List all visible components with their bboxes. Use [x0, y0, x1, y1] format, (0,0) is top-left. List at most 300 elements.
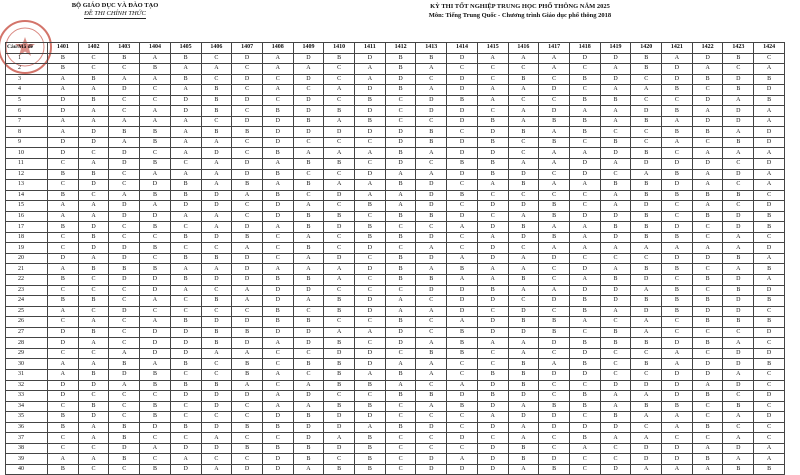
answer-cell: D: [569, 285, 600, 296]
answer-cell: A: [631, 464, 662, 475]
answer-cell: A: [201, 169, 232, 180]
answer-cell: C: [262, 380, 293, 391]
answer-cell: D: [232, 253, 263, 264]
answer-cell: B: [355, 464, 386, 475]
answer-cell: C: [754, 306, 785, 317]
answer-cell: B: [78, 296, 109, 307]
answer-cell: D: [723, 169, 754, 180]
answer-cell: C: [170, 243, 201, 254]
answer-cell: B: [569, 433, 600, 444]
answer-cell: B: [385, 275, 416, 286]
answer-cell: D: [600, 296, 631, 307]
answer-cell: A: [385, 190, 416, 201]
table-row: [6, 359, 785, 370]
answer-cell: D: [447, 53, 478, 64]
answer-cell: B: [262, 169, 293, 180]
answer-cell: A: [109, 116, 140, 127]
answer-cell: A: [262, 53, 293, 64]
answer-cell: A: [232, 348, 263, 359]
answer-cell: A: [262, 264, 293, 275]
answer-cell: B: [293, 243, 324, 254]
answer-cell: B: [170, 317, 201, 328]
answer-cell: D: [109, 243, 140, 254]
table-row: [6, 401, 785, 412]
answer-cell: A: [508, 285, 539, 296]
answer-cell: A: [508, 106, 539, 117]
answer-cell: B: [631, 359, 662, 370]
answer-cell: D: [416, 232, 447, 243]
answer-cell: C: [232, 211, 263, 222]
answer-cell: D: [539, 412, 570, 423]
answer-cell: D: [662, 391, 693, 402]
question-number: 31: [6, 369, 48, 380]
answer-cell: B: [232, 443, 263, 454]
answer-cell: D: [385, 137, 416, 148]
answer-cell: A: [692, 148, 723, 159]
table-row: [6, 275, 785, 286]
answer-cell: D: [508, 201, 539, 212]
answer-cell: D: [324, 443, 355, 454]
answer-cell: A: [723, 127, 754, 138]
answer-cell: C: [385, 285, 416, 296]
answer-cell: D: [447, 285, 478, 296]
answer-cell: C: [447, 359, 478, 370]
answer-cell: A: [662, 243, 693, 254]
answer-cell: A: [78, 211, 109, 222]
answer-cell: C: [109, 106, 140, 117]
answer-cell: B: [140, 159, 171, 170]
table-row: [6, 243, 785, 254]
answer-cell: A: [692, 64, 723, 75]
answer-cell: A: [293, 64, 324, 75]
answer-cell: D: [201, 275, 232, 286]
answer-cell: B: [662, 296, 693, 307]
answer-cell: C: [140, 85, 171, 96]
answer-cell: D: [600, 422, 631, 433]
answer-cell: A: [48, 359, 79, 370]
answer-cell: D: [416, 253, 447, 264]
answer-cell: C: [385, 412, 416, 423]
answer-cell: A: [170, 454, 201, 465]
answer-cell: A: [723, 264, 754, 275]
answer-cell: A: [600, 190, 631, 201]
answer-cell: A: [723, 95, 754, 106]
answer-cell: B: [109, 433, 140, 444]
answer-cell: A: [48, 369, 79, 380]
table-row: [6, 222, 785, 233]
answer-cell: B: [48, 53, 79, 64]
answer-cell: A: [631, 317, 662, 328]
answer-cell: A: [262, 369, 293, 380]
answer-cell: A: [48, 306, 79, 317]
answer-cell: B: [324, 464, 355, 475]
answer-cell: C: [201, 369, 232, 380]
answer-cell: C: [232, 106, 263, 117]
answer-cell: C: [600, 253, 631, 264]
answer-cell: C: [447, 422, 478, 433]
answer-cell: D: [48, 327, 79, 338]
answer-cell: A: [569, 106, 600, 117]
answer-cell: D: [416, 464, 447, 475]
answer-cell: B: [78, 169, 109, 180]
answer-cell: B: [324, 211, 355, 222]
table-row: [6, 116, 785, 127]
answer-cell: B: [600, 412, 631, 423]
answer-cell: A: [447, 275, 478, 286]
answer-cell: A: [140, 169, 171, 180]
answer-cell: A: [262, 401, 293, 412]
answer-cell: C: [508, 95, 539, 106]
answer-cell: C: [78, 391, 109, 402]
answer-cell: C: [170, 412, 201, 423]
answer-cell: A: [477, 53, 508, 64]
answer-cell: A: [569, 148, 600, 159]
answer-cell: D: [324, 348, 355, 359]
answer-cell: C: [385, 464, 416, 475]
answer-cell: D: [662, 253, 693, 264]
answer-cell: A: [416, 85, 447, 96]
answer-cell: C: [662, 433, 693, 444]
answer-cell: B: [324, 401, 355, 412]
answer-cell: C: [692, 85, 723, 96]
answer-cell: C: [355, 159, 386, 170]
answer-cell: A: [508, 348, 539, 359]
answer-cell: D: [262, 285, 293, 296]
answer-cell: B: [477, 285, 508, 296]
answer-cell: C: [109, 296, 140, 307]
answer-cell: B: [447, 95, 478, 106]
answer-cell: C: [140, 232, 171, 243]
answer-cell: B: [140, 401, 171, 412]
answer-cell: A: [78, 338, 109, 349]
answer-cell: C: [385, 348, 416, 359]
exam-title: KỲ THI TỐT NGHIỆP TRUNG HỌC PHỔ THÔNG NĂM 2025: [430, 3, 610, 10]
answer-cell: A: [170, 116, 201, 127]
answer-cell: C: [662, 327, 693, 338]
answer-cell: B: [232, 359, 263, 370]
answer-cell: B: [662, 401, 693, 412]
answer-cell: B: [600, 338, 631, 349]
answer-cell: B: [262, 190, 293, 201]
answer-cell: D: [477, 243, 508, 254]
question-number: 35: [6, 412, 48, 423]
answer-cell: A: [569, 275, 600, 286]
answer-cell: D: [447, 116, 478, 127]
answer-cell: B: [416, 137, 447, 148]
answer-cell: D: [201, 148, 232, 159]
answer-cell: D: [569, 369, 600, 380]
answer-cell: A: [723, 338, 754, 349]
answer-cell: A: [170, 148, 201, 159]
answer-cell: D: [355, 169, 386, 180]
answer-cell: C: [232, 64, 263, 75]
answer-cell: B: [201, 95, 232, 106]
answer-cell: C: [692, 232, 723, 243]
answer-cell: B: [539, 232, 570, 243]
answer-cell: C: [140, 433, 171, 444]
answer-cell: A: [723, 412, 754, 423]
answer-cell: C: [416, 116, 447, 127]
answer-cell: A: [662, 116, 693, 127]
answer-cell: C: [48, 401, 79, 412]
table-row: [6, 169, 785, 180]
answer-cell: C: [140, 391, 171, 402]
answer-cell: B: [539, 201, 570, 212]
answer-cell: D: [539, 338, 570, 349]
answer-cell: C: [48, 285, 79, 296]
answer-cell: A: [662, 464, 693, 475]
answer-cell: B: [692, 296, 723, 307]
answer-cell: B: [170, 232, 201, 243]
answer-cell: B: [262, 422, 293, 433]
answer-cell: C: [109, 401, 140, 412]
answer-cell: A: [293, 401, 324, 412]
answer-cell: C: [262, 253, 293, 264]
table-row: [6, 296, 785, 307]
answer-cell: C: [232, 306, 263, 317]
question-number: 16: [6, 211, 48, 222]
answer-cell: A: [600, 106, 631, 117]
answer-cell: B: [48, 412, 79, 423]
answer-cell: A: [508, 433, 539, 444]
answer-cell: C: [355, 137, 386, 148]
answer-cell: A: [140, 74, 171, 85]
question-number: 40: [6, 464, 48, 475]
answer-cell: D: [385, 159, 416, 170]
answer-cell: D: [477, 380, 508, 391]
answer-cell: C: [78, 306, 109, 317]
exam-code-header: 1413: [416, 43, 447, 54]
answer-cell: C: [78, 443, 109, 454]
answer-cell: B: [262, 275, 293, 286]
answer-cell: B: [170, 380, 201, 391]
answer-cell: D: [201, 190, 232, 201]
answer-cell: D: [692, 116, 723, 127]
answer-cell: C: [170, 401, 201, 412]
exam-code-header: 1404: [140, 43, 171, 54]
answer-cell: C: [631, 422, 662, 433]
answer-cell: A: [600, 159, 631, 170]
answer-cell: A: [508, 253, 539, 264]
answer-cell: C: [754, 369, 785, 380]
answer-cell: C: [232, 201, 263, 212]
answer-cell: B: [232, 232, 263, 243]
answer-cell: A: [569, 232, 600, 243]
answer-cell: D: [539, 253, 570, 264]
answer-cell: D: [539, 369, 570, 380]
answer-cell: D: [508, 327, 539, 338]
answer-cell: B: [293, 412, 324, 423]
answer-cell: D: [477, 222, 508, 233]
answer-cell: B: [48, 464, 79, 475]
exam-code-header: 1411: [355, 43, 386, 54]
answer-cell: B: [385, 422, 416, 433]
answer-cell: D: [293, 433, 324, 444]
answer-cell: C: [569, 64, 600, 75]
answer-cell: A: [600, 64, 631, 75]
answer-cell: C: [109, 285, 140, 296]
answer-cell: D: [355, 85, 386, 96]
answer-cell: B: [662, 169, 693, 180]
answer-cell: D: [355, 296, 386, 307]
answer-cell: A: [170, 137, 201, 148]
answer-cell: D: [262, 127, 293, 138]
answer-cell: A: [324, 116, 355, 127]
answer-cell: C: [109, 464, 140, 475]
answer-cell: A: [324, 180, 355, 191]
answer-cell: C: [355, 317, 386, 328]
answer-cell: B: [600, 95, 631, 106]
answer-cell: D: [109, 85, 140, 96]
answer-cell: D: [140, 285, 171, 296]
question-number: 8: [6, 127, 48, 138]
answer-cell: C: [754, 422, 785, 433]
answer-cell: B: [385, 317, 416, 328]
answer-cell: A: [416, 338, 447, 349]
answer-cell: B: [477, 391, 508, 402]
answer-cell: D: [385, 327, 416, 338]
exam-code-header: 1416: [508, 43, 539, 54]
answer-cell: B: [262, 306, 293, 317]
answer-cell: A: [508, 338, 539, 349]
answer-cell: D: [477, 148, 508, 159]
answer-cell: B: [508, 317, 539, 328]
answer-cell: A: [600, 306, 631, 317]
answer-cell: A: [539, 243, 570, 254]
answer-cell: B: [262, 317, 293, 328]
table-row: [6, 180, 785, 191]
answer-cell: C: [232, 401, 263, 412]
answer-cell: B: [201, 106, 232, 117]
answer-cell: D: [539, 422, 570, 433]
answer-cell: C: [539, 433, 570, 444]
answer-cell: A: [78, 433, 109, 444]
question-number: 21: [6, 264, 48, 275]
question-number: 11: [6, 159, 48, 170]
answer-cell: A: [508, 116, 539, 127]
answer-cell: B: [539, 464, 570, 475]
answer-cell: A: [631, 243, 662, 254]
answer-cell: D: [447, 137, 478, 148]
answer-cell: B: [539, 211, 570, 222]
answer-cell: B: [355, 433, 386, 444]
table-row: [6, 253, 785, 264]
answer-cell: D: [385, 338, 416, 349]
exam-code-header: 1412: [385, 43, 416, 54]
answer-cell: D: [477, 422, 508, 433]
answer-cell: B: [754, 211, 785, 222]
answer-cell: D: [600, 464, 631, 475]
answer-cell: A: [447, 317, 478, 328]
answer-cell: B: [723, 401, 754, 412]
answer-cell: A: [385, 359, 416, 370]
answer-cell: D: [631, 443, 662, 454]
answer-cell: C: [262, 359, 293, 370]
exam-code-header: 1418: [569, 43, 600, 54]
answer-cell: B: [48, 190, 79, 201]
answer-cell: A: [355, 422, 386, 433]
answer-cell: B: [447, 264, 478, 275]
answer-cell: C: [109, 327, 140, 338]
exam-code-header: 1421: [662, 43, 693, 54]
answer-cell: D: [692, 369, 723, 380]
answer-cell: A: [692, 243, 723, 254]
table-row: [6, 422, 785, 433]
exam-code-header: 1410: [324, 43, 355, 54]
answer-cell: B: [170, 180, 201, 191]
answer-cell: D: [447, 306, 478, 317]
answer-cell: A: [692, 464, 723, 475]
answer-cell: C: [447, 369, 478, 380]
answer-cell: B: [262, 443, 293, 454]
answer-cell: C: [508, 190, 539, 201]
answer-cell: A: [262, 180, 293, 191]
answer-cell: B: [78, 74, 109, 85]
answer-cell: C: [508, 296, 539, 307]
answer-cell: D: [692, 53, 723, 64]
answer-cell: D: [416, 422, 447, 433]
answer-cell: A: [324, 148, 355, 159]
answer-cell: B: [508, 127, 539, 138]
answer-cell: C: [754, 401, 785, 412]
answer-cell: C: [692, 433, 723, 444]
answer-cell: C: [723, 64, 754, 75]
answer-cell: C: [723, 422, 754, 433]
answer-cell: C: [78, 190, 109, 201]
answer-cell: C: [201, 74, 232, 85]
answer-cell: D: [447, 74, 478, 85]
answer-cell: B: [477, 137, 508, 148]
answer-cell: C: [48, 243, 79, 254]
answer-cell: A: [262, 64, 293, 75]
answer-cell: D: [723, 211, 754, 222]
answer-cell: B: [723, 464, 754, 475]
answer-cell: B: [355, 443, 386, 454]
answer-cell: A: [477, 338, 508, 349]
question-number: 13: [6, 180, 48, 191]
answer-cell: B: [416, 391, 447, 402]
answer-cell: D: [477, 317, 508, 328]
answer-cell: A: [416, 369, 447, 380]
answer-cell: D: [723, 106, 754, 117]
answer-cell: A: [477, 95, 508, 106]
answer-cell: B: [170, 422, 201, 433]
answer-cell: A: [723, 243, 754, 254]
answer-cell: D: [355, 412, 386, 423]
answer-cell: D: [692, 253, 723, 264]
answer-cell: C: [262, 348, 293, 359]
answer-cell: D: [48, 137, 79, 148]
answer-cell: D: [48, 391, 79, 402]
answer-cell: D: [324, 190, 355, 201]
table-row: [6, 232, 785, 243]
answer-cell: B: [569, 359, 600, 370]
answer-cell: D: [48, 106, 79, 117]
answer-cell: D: [477, 201, 508, 212]
answer-cell: D: [569, 53, 600, 64]
answer-cell: D: [477, 253, 508, 264]
answer-cell: D: [692, 95, 723, 106]
answer-cell: C: [539, 95, 570, 106]
question-number: 19: [6, 243, 48, 254]
answer-cell: B: [508, 275, 539, 286]
answer-cell: C: [416, 380, 447, 391]
answer-cell: C: [416, 443, 447, 454]
answer-cell: C: [140, 148, 171, 159]
answer-cell: A: [48, 264, 79, 275]
answer-cell: C: [539, 391, 570, 402]
exam-code-header: 1406: [201, 43, 232, 54]
